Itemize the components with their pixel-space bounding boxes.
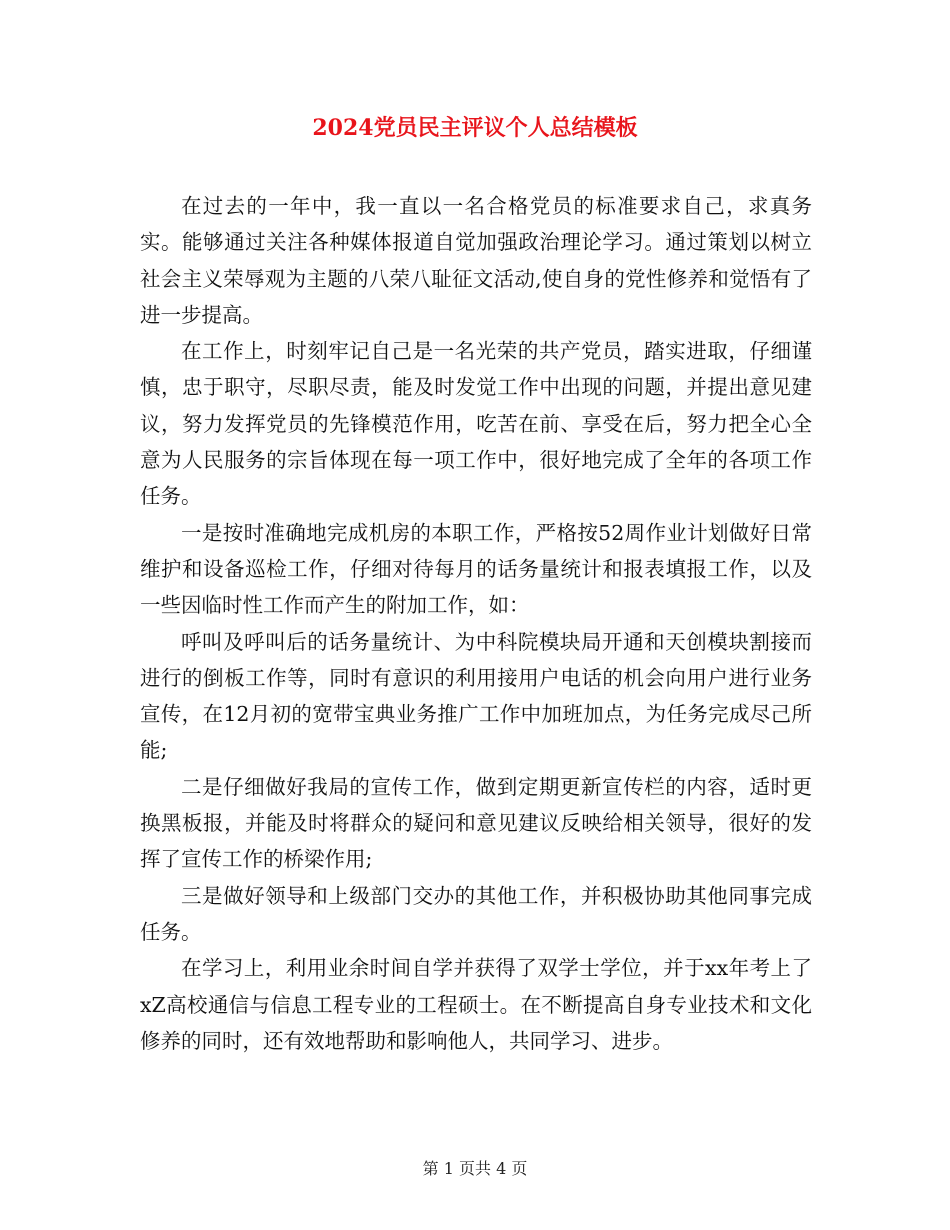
- page-title: 2024党员民主评议个人总结模板: [312, 115, 638, 141]
- page-footer: [0, 1156, 950, 1179]
- page-number-label: 第 1 页共 4 页: [422, 1159, 528, 1178]
- paragraph-4: 呼叫及呼叫后的话务量统计、为中科院模块局开通和天创模块割接而进行的倒板工作等，同时有意识的利用接用户电话的机会向用户进行业务宣传，在12月初的宽带宝典业务推广工作中加班加点，为任务完成尽己所能;: [140, 629, 812, 763]
- paragraph-1: 在过去的一年中，我一直以一名合格党员的标准要求自己，求真务实。能够通过关注各种媒体报道自觉加强政治理论学习。通过策划以树立社会主义荣辱观为主题的八荣八耻征文活动,使自身的党性修养和觉悟有了进一步提高。: [140, 194, 812, 327]
- paragraph-6: 三是做好领导和上级部门交办的其他工作，并积极协助其他同事完成任务。: [140, 883, 812, 944]
- paragraph-7: 在学习上，利用业余时间自学并获得了双学士学位，并于xx年考上了xZ高校通信与信息工程专业的工程硕士。在不断提高自身专业技术和文化修养的同时，还有效地帮助和影响他人，共同学习、进步。: [140, 956, 812, 1053]
- document-body: [140, 188, 812, 1059]
- paragraph-5: 二是仔细做好我局的宣传工作，做到定期更新宣传栏的内容，适时更换黑板报，并能及时将群众的疑问和意见建议反映给相关领导，很好的发挥了宣传工作的桥梁作用;: [140, 774, 812, 872]
- paragraph-3: 一是按时准确地完成机房的本职工作，严格按52周作业计划做好日常维护和设备巡检工作，仔细对待每月的话务量统计和报表填报工作，以及一些因临时性工作而产生的附加工作，如：: [140, 520, 812, 618]
- paragraph-2: 在工作上，时刻牢记自己是一名光荣的共产党员，踏实进取，仔细谨慎，忠于职守，尽职尽责，能及时发觉工作中出现的问题，并提出意见建议，努力发挥党员的先锋模范作用，吃苦在前、享受在后，努力把全心全意为人民服务的宗旨体现在每一项工作中，很好地完成了全年的各项工作任务。: [140, 339, 812, 509]
